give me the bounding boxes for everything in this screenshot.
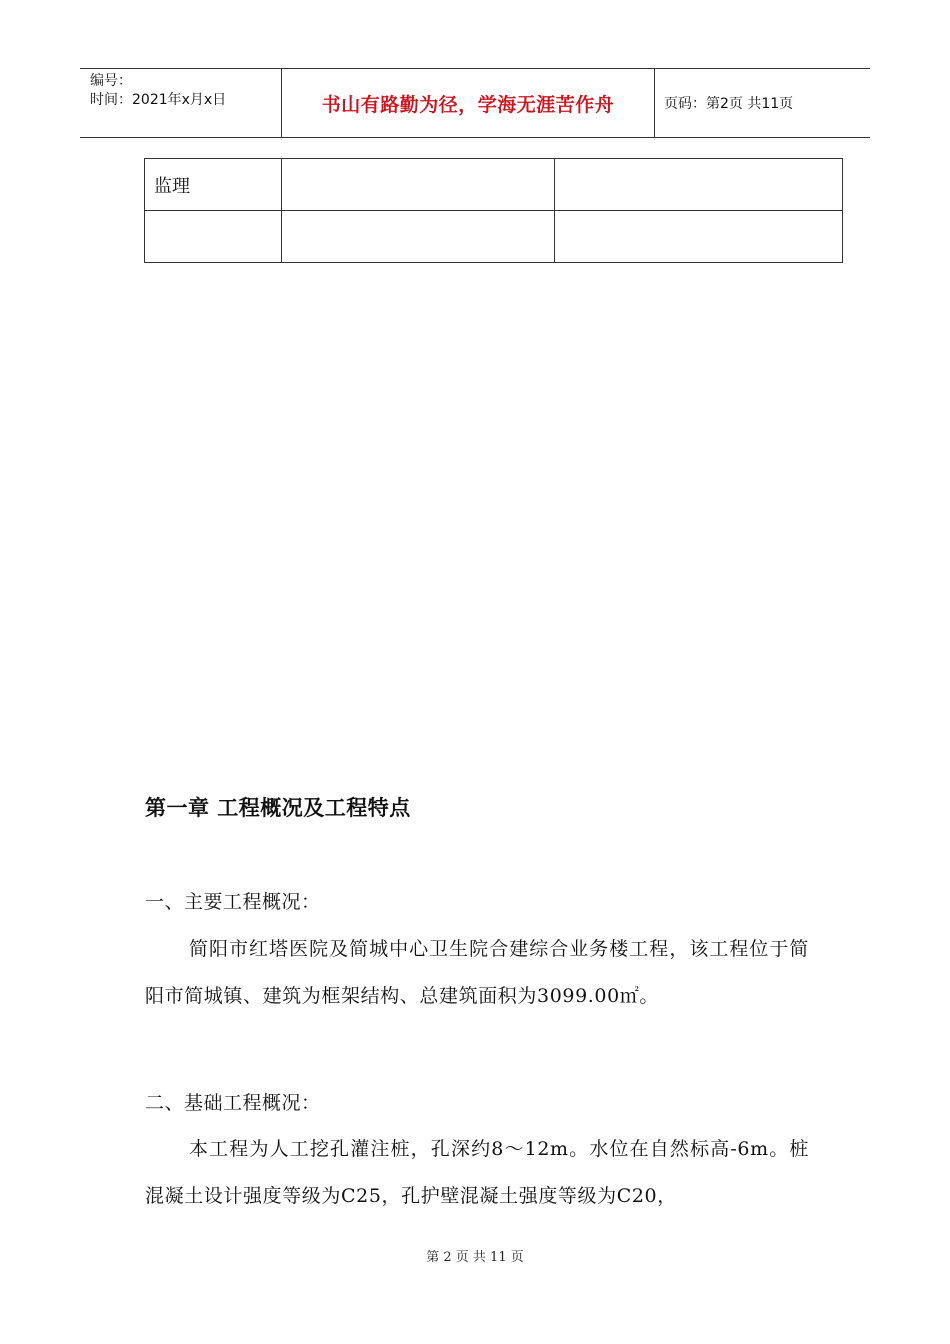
header-time-label: 时间：2021年x月x日 xyxy=(90,92,227,108)
table-cell xyxy=(282,211,555,263)
page-header xyxy=(80,68,870,138)
header-divider xyxy=(654,69,655,137)
table-row xyxy=(145,159,843,211)
section-heading: 二、基础工程概况： xyxy=(145,1092,321,1114)
header-meta xyxy=(90,72,226,110)
page-footer: 第 2 页 共 11 页 xyxy=(426,1250,524,1265)
table-cell xyxy=(145,211,282,263)
section-heading: 一、主要工程概况： xyxy=(145,891,321,913)
section-paragraph: 本工程为人工挖孔灌注桩，孔深约8～12m。水位在自然标高-6m。桩混凝土设计强度等级为C25，孔护壁混凝土强度等级为C20， xyxy=(145,1138,809,1207)
section-paragraph: 简阳市红塔医院及简城中心卫生院合建综合业务楼工程，该工程位于简阳市简城镇、建筑为框架结构、总建筑面积为3099.00㎡。 xyxy=(145,938,809,1007)
table-cell: 监理 xyxy=(145,159,282,211)
table-cell xyxy=(555,211,843,263)
header-motto: 书山有路勤为径，学海无涯苦作舟 xyxy=(321,93,615,116)
signature-table xyxy=(144,158,843,263)
table-cell xyxy=(555,159,843,211)
table-cell xyxy=(282,159,555,211)
chapter-title: 第一章 工程概况及工程特点 xyxy=(145,796,411,820)
header-number-label: 编号： xyxy=(90,73,132,89)
table-row xyxy=(145,211,843,263)
header-page-info: 页码：第2页 共11页 xyxy=(664,96,794,112)
